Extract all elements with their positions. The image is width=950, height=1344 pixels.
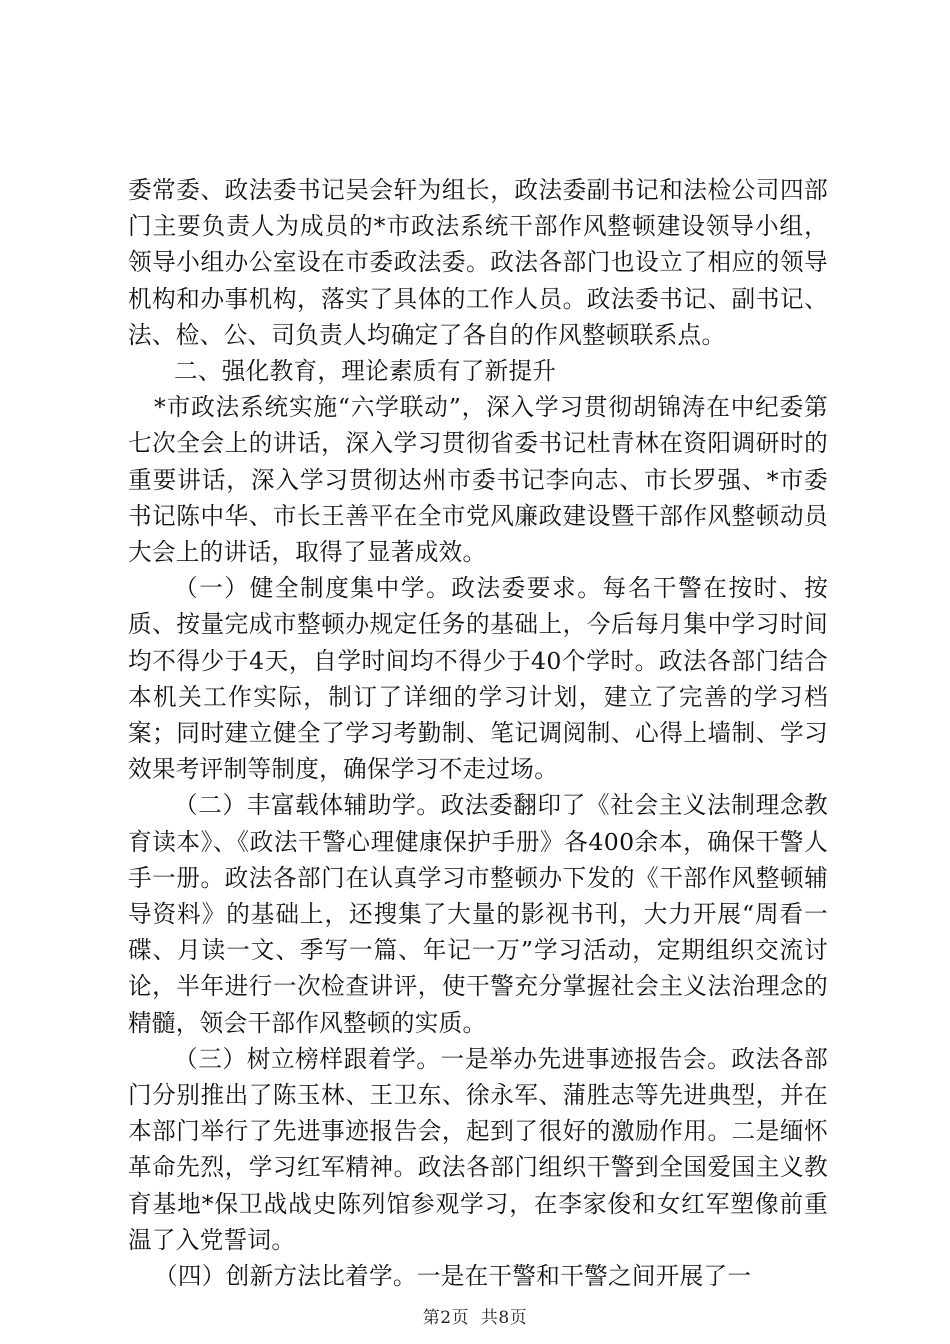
page-number-label: 第2页 共8页 bbox=[422, 1308, 528, 1328]
paragraph-item-1: （一）健全制度集中学。政法委要求。每名干警在按时、按质、按量完成市整顿办规定任务的基础上，今后每月集中学习时间均不得少于4天，自学时间均不得少于40个学时。政法各部门结合本机关工作实际，制订了详细的学习计划，建立了完善的学习档案；同时建立健全了学习考勤制、笔记调阅制、心得上墙制、学习效果考评制等制度，确保学习不走过场。 bbox=[128, 574, 828, 784]
paragraph-item-3: （三）树立榜样跟着学。一是举办先进事迹报告会。政法各部门分别推出了陈玉林、王卫东、徐永军、蒲胜志等先进典型，并在本部门举行了先进事迹报告会，起到了很好的激励作用。二是缅怀革命先烈，学习红军精神。政法各部门组织干警到全国爱国主义教育基地*保卫战战史陈列馆参观学习，在李家俊和女红军塑像前重温了入党誓词。 bbox=[128, 1044, 828, 1254]
paragraph-six-studies: *市政法系统实施“六学联动”，深入学习贯彻胡锦涛在中纪委第七次全会上的讲话，深入学习贯彻省委书记杜青林在资阳调研时的重要讲话，深入学习贯彻达州市委书记李向志、市长罗强、*市委书记陈中华、市长王善平在全市党风廉政建设暨干部作风整顿动员大会上的讲话，取得了显著成效。 bbox=[128, 393, 828, 567]
paragraph-item-4: （四）创新方法比着学。一是在干警和干警之间开展了一 bbox=[154, 1262, 752, 1291]
paragraph-leadership-group: 委常委、政法委书记吴会轩为组长，政法委副书记和法检公司四部门主要负责人为成员的*市政法系统干部作风整顿建设领导小组，领导小组办公室设在市委政法委。政法各部门也设立了相应的领导机构和办事机构，落实了具体的工作人员。政法委书记、副书记、法、检、公、司负责人均确定了各自的作风整顿联系点。 bbox=[128, 176, 828, 349]
document-body bbox=[128, 172, 828, 1294]
page-footer bbox=[0, 1303, 950, 1328]
paragraph-item-2: （二）丰富载体辅助学。政法委翻印了《社会主义法制理念教育读本》、《政法干警心理健康保护手册》各400余本，确保干警人手一册。政法各部门在认真学习市整顿办下发的《干部作风整顿辅导资料》的基础上，还搜集了大量的影视书刊，大力开展“周看一碟、月读一文、季写一篇、年记一万”学习活动，定期组织交流讨论，半年进行一次检查讲评，使干警充分掌握社会主义法治理念的精髓，领会干部作风整顿的实质。 bbox=[128, 791, 828, 1037]
section-heading-education: 二、强化教育，理论素质有了新提升 bbox=[174, 357, 557, 386]
